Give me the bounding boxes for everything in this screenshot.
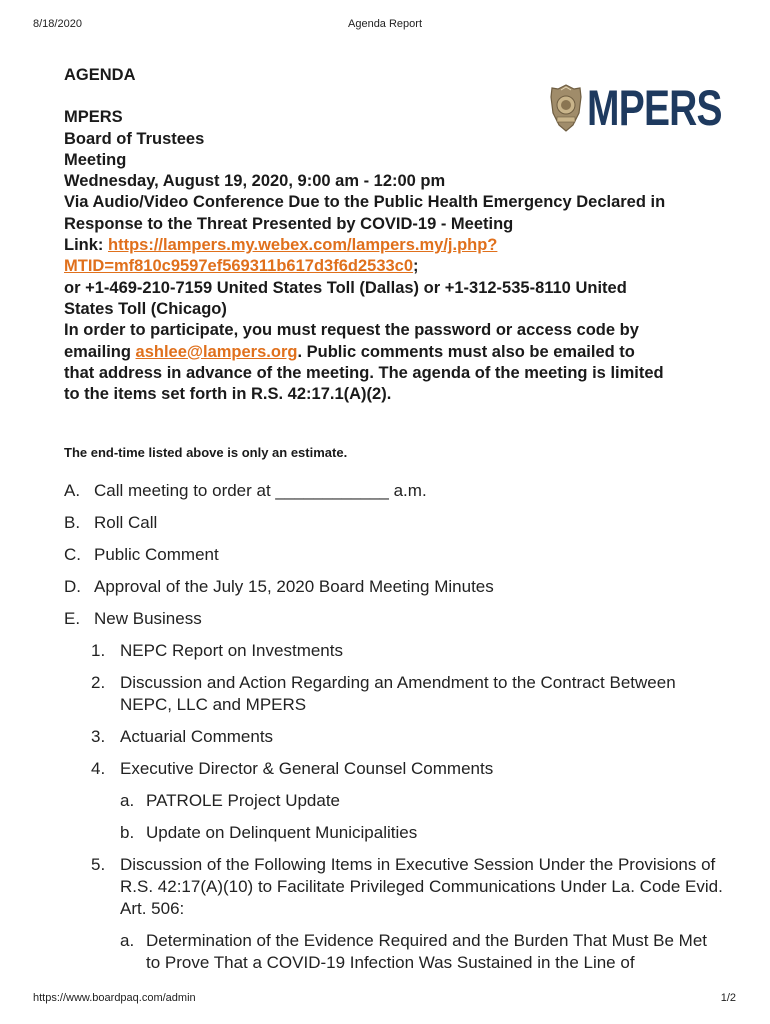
- public-comments-text: . Public comments must also be emailed to: [297, 342, 635, 361]
- page-number: 1/2: [720, 992, 736, 1004]
- item-text: Roll Call: [94, 513, 158, 532]
- agenda-item-e2: [64, 672, 724, 716]
- link-prefix: Link:: [64, 236, 108, 255]
- item-marker: 4.: [91, 759, 106, 778]
- meeting-header: [64, 65, 714, 405]
- item-text: Update on Delinquent Municipalities: [146, 823, 418, 842]
- logo-wordmark: MPERS: [587, 80, 722, 136]
- item-marker: b.: [120, 823, 135, 842]
- agenda-item-e: [64, 608, 724, 630]
- agenda-item-b: [64, 512, 724, 534]
- venue-line-2: Response to the Threat Presented by COVID-19 - Meeting: [64, 214, 514, 233]
- webex-link-part2[interactable]: MTID=mf810c9597ef569311b617d3f6d2533c0: [64, 257, 414, 276]
- participate-line-3: that address in advance of the meeting. The agenda of the meeting is limited: [64, 363, 664, 382]
- emailing-text: emailing: [64, 342, 136, 361]
- item-text: Call meeting to order at ____________ a.m.: [94, 481, 427, 500]
- meeting-datetime: Wednesday, August 19, 2020, 9:00 am - 12:00 pm: [64, 172, 446, 191]
- end-time-note: The end-time listed above is only an estimate.: [64, 445, 348, 460]
- item-text: Discussion and Action Regarding an Amendment to the Contract Between NEPC, LLC and MPERS: [120, 673, 676, 714]
- item-marker: E.: [64, 609, 81, 628]
- item-text: Discussion of the Following Items in Executive Session Under the Provisions of R.S. 42:17(A)(10) to Facilitate Privileged Communications Under La. Code Evid. Art. 506:: [120, 855, 723, 918]
- item-text: Public Comment: [94, 545, 219, 564]
- participate-line-2: [64, 342, 714, 363]
- item-marker: D.: [64, 577, 81, 596]
- footer-url: https://www.boardpaq.com/admin: [33, 992, 196, 1004]
- participate-line-4: to the items set forth in R.S. 42:17.1(A)(2).: [64, 385, 392, 404]
- venue-line-1: Via Audio/Video Conference Due to the Public Health Emergency Declared in: [64, 193, 666, 212]
- item-marker: A.: [64, 481, 81, 500]
- item-text: New Business: [94, 609, 202, 628]
- item-marker: 2.: [91, 673, 106, 692]
- org-name: MPERS: [64, 108, 123, 127]
- item-text: Actuarial Comments: [120, 727, 274, 746]
- item-marker: 1.: [91, 641, 106, 660]
- item-text: Determination of the Evidence Required and the Burden That Must Be Met to Prove That a COVID-19 Infection Was Sustained in the Line of: [146, 931, 708, 972]
- item-text: NEPC Report on Investments: [120, 641, 343, 660]
- agenda-item-e4: [64, 758, 724, 780]
- meeting-link-line-2: [64, 256, 714, 277]
- phone-line-1: or +1-469-210-7159 United States Toll (Dallas) or +1-312-535-8110 United: [64, 278, 627, 297]
- agenda-item-e1: [64, 640, 724, 662]
- item-text: Approval of the July 15, 2020 Board Meeting Minutes: [94, 577, 494, 596]
- item-marker: 3.: [91, 727, 106, 746]
- agenda-item-e4a: [64, 790, 724, 812]
- item-marker: a.: [120, 791, 135, 810]
- meeting-link-line: [64, 235, 714, 256]
- item-marker: 5.: [91, 855, 106, 874]
- item-marker: B.: [64, 513, 81, 532]
- item-text: Executive Director & General Counsel Comments: [120, 759, 494, 778]
- agenda-heading: AGENDA: [64, 66, 136, 84]
- participate-line-1: In order to participate, you must request the password or access code by: [64, 321, 639, 340]
- link-suffix: ;: [413, 257, 419, 276]
- agenda-item-d: [64, 576, 724, 598]
- email-link[interactable]: ashlee@lampers.org: [135, 342, 298, 361]
- board-name: Board of Trustees: [64, 129, 205, 148]
- item-marker: a.: [120, 931, 135, 950]
- agenda-item-a: [64, 480, 724, 502]
- phone-line-2: States Toll (Chicago): [64, 299, 227, 318]
- agenda-item-e5: [64, 854, 724, 920]
- agenda-item-e3: [64, 726, 724, 748]
- agenda-item-e4b: [64, 822, 724, 844]
- item-marker: C.: [64, 545, 81, 564]
- agenda-item-c: [64, 544, 724, 566]
- agenda-items: [64, 480, 724, 984]
- print-title: Agenda Report: [348, 18, 422, 30]
- print-date: 8/18/2020: [33, 18, 82, 30]
- agenda-item-e5a: [64, 930, 724, 974]
- meeting-label: Meeting: [64, 150, 127, 169]
- item-text: PATROLE Project Update: [146, 791, 341, 810]
- webex-link-part1[interactable]: https://lampers.my.webex.com/lampers.my/j.php?: [108, 236, 498, 255]
